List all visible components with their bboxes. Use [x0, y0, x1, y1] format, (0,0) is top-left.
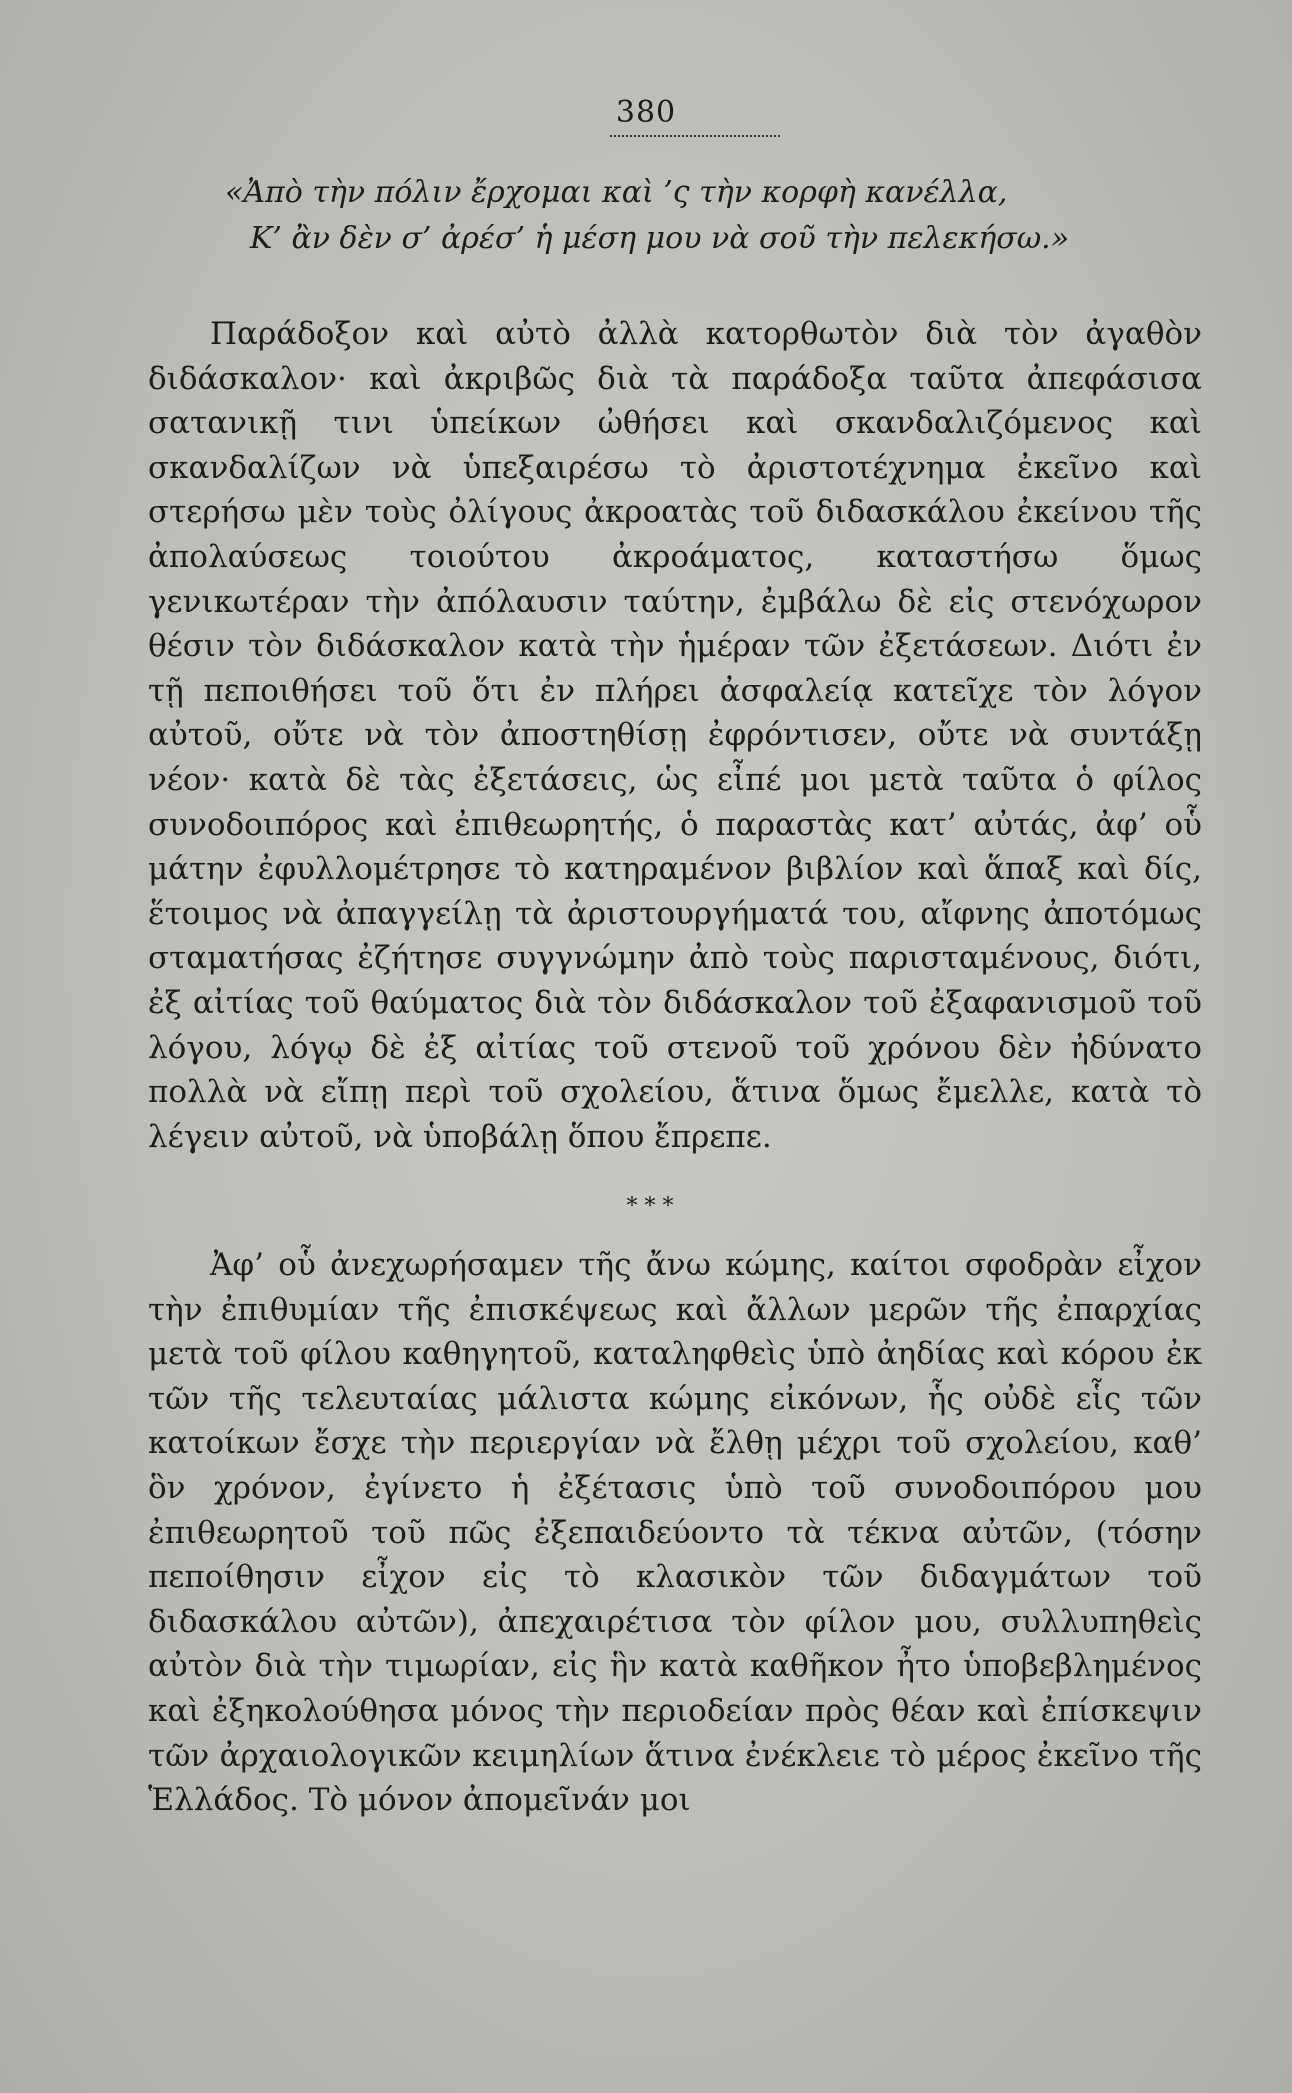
paragraph-2: [148, 1243, 1202, 1823]
epigraph-verse: [225, 170, 1185, 262]
epigraph-line-1: «Ἀπὸ τὴν πόλιν ἔρχομαι καὶ ’ς τὴν κορφὴ κανέλλα,: [225, 175, 1008, 210]
epigraph-line-2: Κ’ ἂν δὲν σ’ ἀρέσ’ ἡ μέση μου νὰ σοῦ τὴν πελεκήσω.»: [250, 221, 1070, 256]
paragraph-1-text: Παράδοξον καὶ αὐτὸ ἀλλὰ κατορθωτὸν διὰ τὸν ἀγαθὸν διδάσκαλον· καὶ ἀκριβῶς διὰ τὰ παράδοξα ταῦτα ἀπεφάσισα σατανικῇ τινι ὑπείκων ὠθήσει καὶ σκανδαλιζόμενος καὶ σκανδαλίζων νὰ ὑπεξαιρέσω τὸ ἀριστοτέχνημα ἐκεῖνο καὶ στερήσω μὲν τοὺς ὀλίγους ἀκροατὰς τοῦ διδασκάλου ἐκείνου τῆς ἀπολαύσεως τοιούτου ἀκροάματος, καταστήσω ὅμως γενικωτέραν τὴν ἀπόλαυσιν ταύτην, ἐμβάλω δὲ εἰς στενόχωρον θέσιν τὸν διδάσκαλον κατὰ τὴν ἡμέραν τῶν ἐξετάσεων. Διότι ἐν τῇ πεποιθήσει τοῦ ὅτι ἐν πλήρει ἀσφαλείᾳ κατεῖχε τὸν λόγον αὐτοῦ, οὔτε νὰ τὸν ἀποστηθίσῃ ἐφρόντισεν, οὔτε νὰ συντάξῃ νέον· κατὰ δὲ τὰς ἐξετάσεις, ὡς εἶπέ μοι μετὰ ταῦτα ὁ φίλος συνοδοιπόρος καὶ ἐπιθεωρητής, ὁ παραστὰς κατ’ αὐτάς, ἀφ’ οὗ μάτην ἐφυλλομέτρησε τὸ κατηραμένον βιβλίον καὶ ἅπαξ καὶ δίς, ἕτοιμος νὰ ἀπαγγείλῃ τὰ ἀριστουργήματά του, αἴφνης ἀποτόμως σταματήσας ἐζήτησε συγγνώμην ἀπὸ τοὺς παρισταμένους, διότι, ἐξ αἰτίας τοῦ θαύματος διὰ τὸν διδάσκαλον τοῦ ἐξαφανισμοῦ τοῦ λόγου, λόγῳ δὲ ἐξ αἰτίας τοῦ στενοῦ τοῦ χρόνου δὲν ἠδύνατο πολλὰ νὰ εἴπῃ περὶ τοῦ σχολείου, ἅτινα ὅμως ἔμελλε, κατὰ τὸ λέγειν αὐτοῦ, νὰ ὑποβάλῃ ὅπου ἔπρεπε.: [148, 316, 1202, 1155]
page-number-underline: [610, 135, 780, 137]
page-number: 380: [615, 95, 677, 130]
paragraph-2-text: Ἀφ’ οὗ ἀνεχωρήσαμεν τῆς ἄνω κώμης, καίτοι σφοδρὰν εἶχον τὴν ἐπιθυμίαν τῆς ἐπισκέψεως καὶ ἄλλων μερῶν τῆς ἐπαρχίας μετὰ τοῦ φίλου καθηγητοῦ, καταληφθεὶς ὑπὸ ἀηδίας καὶ κόρου ἐκ τῶν τῆς τελευταίας μάλιστα κώμης εἰκόνων, ἧς οὐδὲ εἷς τῶν κατοίκων ἔσχε τὴν περιεργίαν νὰ ἔλθῃ μέχρι τοῦ σχολείου, καθ’ ὃν χρόνον, ἐγίνετο ἡ ἐξέτασις ὑπὸ τοῦ συνοδοιπόρου μου ἐπιθεωρητοῦ τοῦ πῶς ἐξεπαιδεύοντο τὰ τέκνα αὐτῶν, (τόσην πεποίθησιν εἶχον εἰς τὸ κλασικὸν τῶν διδαγμάτων τοῦ διδασκάλου αὐτῶν), ἀπεχαιρέτισα τὸν φίλον μου, συλλυπηθεὶς αὐτὸν διὰ τὴν τιμωρίαν, εἰς ἣν κατὰ καθῆκον ἦτο ὑποβεβλημένος καὶ ἐξηκολούθησα μόνος τὴν περιοδείαν πρὸς θέαν καὶ ἐπίσκεψιν τῶν ἀρχαιολογικῶν κειμηλίων ἅτινα ἐνέκλειε τὸ μέρος ἐκεῖνο τῆς Ἑλλάδος. Τὸ μόνον ἀπομεῖνάν μοι: [148, 1247, 1202, 1819]
paragraph-1: [148, 312, 1202, 1159]
section-separator-text: * * *: [626, 1194, 674, 1219]
section-separator-asterism: [620, 1196, 680, 1218]
